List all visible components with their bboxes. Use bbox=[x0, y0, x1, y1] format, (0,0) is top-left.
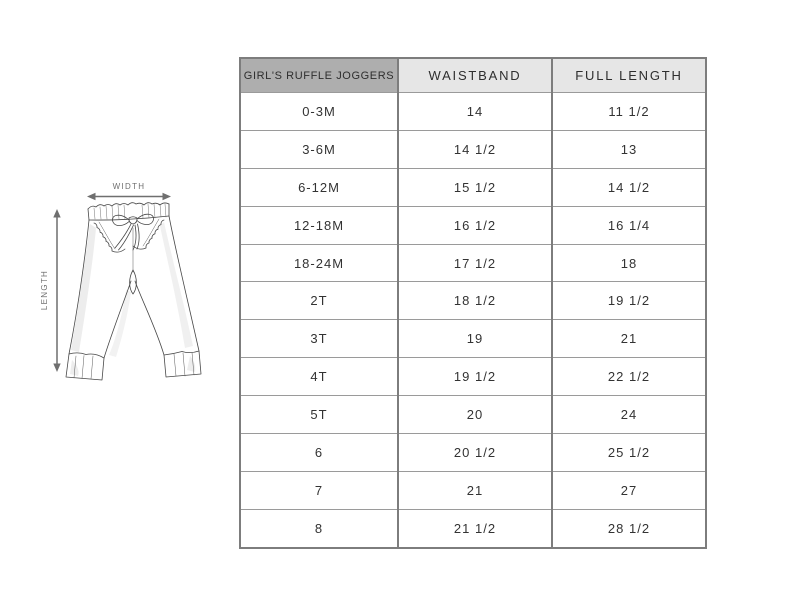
full-length-cell: 16 1/4 bbox=[552, 206, 706, 244]
header-row bbox=[240, 58, 706, 93]
full-length-cell: 25 1/2 bbox=[552, 434, 706, 472]
size-cell: 12-18M bbox=[240, 206, 398, 244]
table-row bbox=[240, 509, 706, 547]
length-label: LENGTH bbox=[40, 269, 49, 311]
waistband-cell: 17 1/2 bbox=[398, 244, 552, 282]
header-waistband: WAISTBAND bbox=[398, 58, 552, 93]
table-row bbox=[240, 206, 706, 244]
full-length-cell: 11 1/2 bbox=[552, 93, 706, 131]
full-length-cell: 28 1/2 bbox=[552, 509, 706, 547]
full-length-cell: 14 1/2 bbox=[552, 168, 706, 206]
waistband-cell: 21 1/2 bbox=[398, 509, 552, 547]
table-row bbox=[240, 130, 706, 168]
length-dimension bbox=[40, 209, 61, 372]
waistband-cell: 21 bbox=[398, 471, 552, 509]
size-cell: 0-3M bbox=[240, 93, 398, 131]
size-cell: 5T bbox=[240, 396, 398, 434]
waistband-cell: 14 bbox=[398, 93, 552, 131]
waistband-cell: 19 1/2 bbox=[398, 358, 552, 396]
size-cell: 18-24M bbox=[240, 244, 398, 282]
size-cell: 6-12M bbox=[240, 168, 398, 206]
table-row bbox=[240, 93, 706, 131]
full-length-cell: 22 1/2 bbox=[552, 358, 706, 396]
size-cell: 2T bbox=[240, 282, 398, 320]
full-length-cell: 13 bbox=[552, 130, 706, 168]
waistband-cell: 19 bbox=[398, 320, 552, 358]
full-length-cell: 18 bbox=[552, 244, 706, 282]
table-row bbox=[240, 396, 706, 434]
width-label: WIDTH bbox=[112, 182, 146, 191]
size-table-body bbox=[240, 93, 706, 548]
table-row bbox=[240, 244, 706, 282]
full-length-cell: 19 1/2 bbox=[552, 282, 706, 320]
table-row bbox=[240, 434, 706, 472]
header-product-name: GIRL'S RUFFLE JOGGERS bbox=[240, 58, 398, 93]
table-row bbox=[240, 168, 706, 206]
waistband-texture bbox=[94, 204, 166, 219]
waistband-cell: 15 1/2 bbox=[398, 168, 552, 206]
joggers-illustration bbox=[38, 178, 218, 393]
table-row bbox=[240, 358, 706, 396]
size-cell: 6 bbox=[240, 434, 398, 472]
table-row bbox=[240, 282, 706, 320]
table-row bbox=[240, 320, 706, 358]
size-cell: 7 bbox=[240, 471, 398, 509]
table-row bbox=[240, 471, 706, 509]
waistband-cell: 14 1/2 bbox=[398, 130, 552, 168]
full-length-cell: 21 bbox=[552, 320, 706, 358]
full-length-cell: 24 bbox=[552, 396, 706, 434]
size-cell: 3T bbox=[240, 320, 398, 358]
waistband-cell: 20 1/2 bbox=[398, 434, 552, 472]
header-full-length: FULL LENGTH bbox=[552, 58, 706, 93]
size-cell: 8 bbox=[240, 509, 398, 547]
full-length-cell: 27 bbox=[552, 471, 706, 509]
size-cell: 3-6M bbox=[240, 130, 398, 168]
size-cell: 4T bbox=[240, 358, 398, 396]
waistband-cell: 20 bbox=[398, 396, 552, 434]
width-dimension bbox=[87, 182, 171, 200]
waistband-cell: 18 1/2 bbox=[398, 282, 552, 320]
waistband-cell: 16 1/2 bbox=[398, 206, 552, 244]
size-chart-table bbox=[239, 57, 707, 549]
